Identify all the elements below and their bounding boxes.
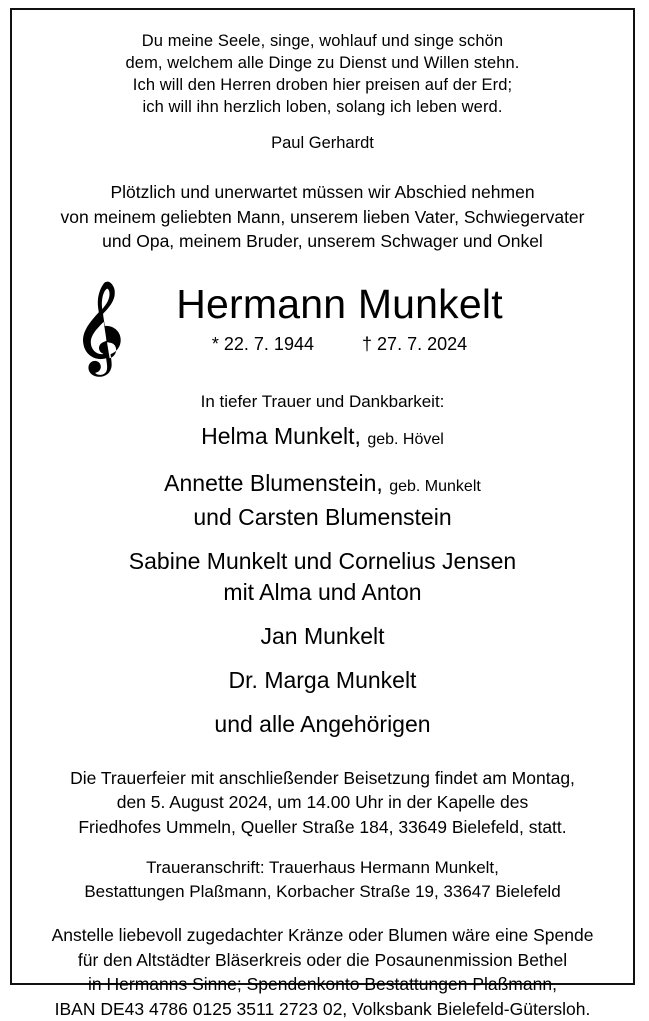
announcement-block	[26, 180, 619, 254]
family-maiden-name: geb. Munkelt	[389, 478, 481, 495]
family-name: und alle Angehörigen	[214, 711, 430, 737]
poem-line: dem, welchem alle Dinge zu Dienst und Willen stehn.	[26, 52, 619, 74]
page-title: Hermann Munkelt	[26, 280, 619, 328]
family-line	[26, 502, 619, 533]
family-maiden-name: geb. Hövel	[367, 431, 444, 448]
donation-line: in Hermanns Sinne; Spendenkonto Bestattungen Plaßmann,	[26, 972, 619, 997]
mourning-address-line: Traueranschrift: Trauerhaus Hermann Munkelt,	[26, 856, 619, 880]
poem-author: Paul Gerhardt	[26, 132, 619, 154]
family-name: Helma Munkelt,	[201, 423, 361, 449]
obituary-notice	[10, 8, 635, 985]
family-line	[26, 665, 619, 696]
family-line	[26, 468, 619, 502]
list-item	[26, 621, 619, 652]
poem-line: Du meine Seele, singe, wohlauf und singe schön	[26, 30, 619, 52]
poem-block	[26, 30, 619, 154]
list-item	[26, 665, 619, 696]
family-name: mit Alma und Anton	[223, 579, 421, 605]
announcement-line: von meinem geliebten Mann, unserem lieben Vater, Schwiegervater	[26, 205, 619, 230]
announcement-line: und Opa, meinem Bruder, unserem Schwager und Onkel	[26, 229, 619, 254]
list-item	[26, 546, 619, 608]
deceased-name-block	[26, 280, 619, 388]
donation-line: für den Altstädter Bläserkreis oder die Posaunenmission Bethel	[26, 948, 619, 973]
family-line	[26, 709, 619, 740]
service-details	[26, 766, 619, 840]
service-line: Friedhofes Ummeln, Queller Straße 184, 33649 Bielefeld, statt.	[26, 815, 619, 840]
service-line: den 5. August 2024, um 14.00 Uhr in der Kapelle des	[26, 790, 619, 815]
donation-notice	[26, 923, 619, 1021]
mourning-address	[26, 856, 619, 904]
family-line	[26, 621, 619, 652]
family-line	[26, 421, 619, 455]
poem-line: Ich will den Herren droben hier preisen auf der Erd;	[26, 74, 619, 96]
announcement-line: Plötzlich und unerwartet müssen wir Abschied nehmen	[26, 180, 619, 205]
family-line	[26, 577, 619, 608]
list-item	[26, 421, 619, 455]
mourning-intro: In tiefer Trauer und Dankbarkeit:	[26, 390, 619, 413]
family-list	[26, 421, 619, 740]
service-line: Die Trauerfeier mit anschließender Beisetzung findet am Montag,	[26, 766, 619, 791]
list-item	[26, 709, 619, 740]
treble-clef-icon	[76, 280, 134, 384]
family-name: Sabine Munkelt und Cornelius Jensen	[129, 548, 516, 574]
death-date: 27. 7. 2024	[377, 334, 467, 354]
family-name: Dr. Marga Munkelt	[229, 667, 417, 693]
donation-iban-line: IBAN DE43 4786 0125 3511 2723 02, Volksbank Bielefeld-Gütersloh.	[26, 997, 619, 1021]
family-name: Annette Blumenstein,	[164, 470, 383, 496]
donation-line: Anstelle liebevoll zugedachter Kränze oder Blumen wäre eine Spende	[26, 923, 619, 948]
death-symbol: †	[362, 334, 372, 354]
list-item	[26, 468, 619, 533]
mourning-address-line: Bestattungen Plaßmann, Korbacher Straße 19, 33647 Bielefeld	[26, 880, 619, 904]
family-name: und Carsten Blumenstein	[193, 504, 451, 530]
birth-symbol: *	[212, 334, 219, 354]
obituary-content	[12, 10, 633, 983]
family-name: Jan Munkelt	[260, 623, 384, 649]
family-line	[26, 546, 619, 577]
poem-line: ich will ihn herzlich loben, solang ich leben werd.	[26, 96, 619, 118]
birth-date: 22. 7. 1944	[224, 334, 314, 354]
